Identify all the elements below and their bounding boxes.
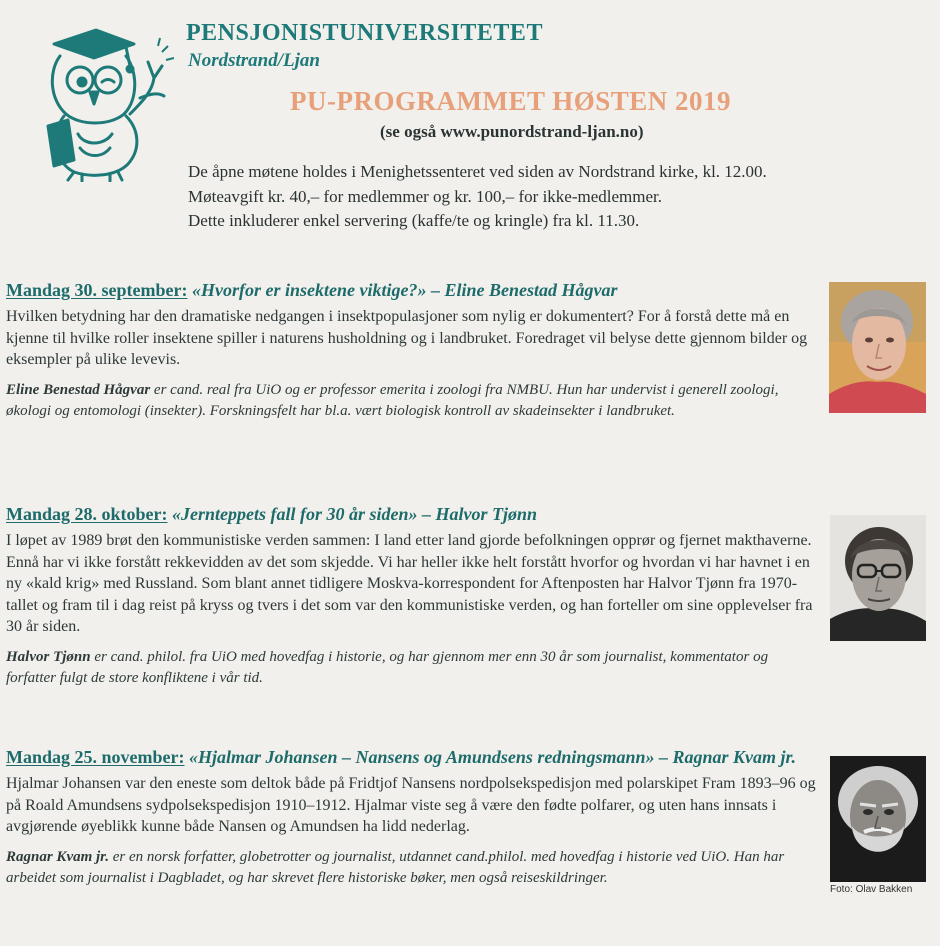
event-september: [6, 278, 818, 422]
speaker-bio: [6, 380, 818, 422]
owl-mascot-icon: [34, 22, 174, 182]
event-heading: [6, 745, 818, 769]
website-reference: (se også www.punordstrand-ljan.no): [380, 122, 644, 141]
speaker-photo-kvam: [830, 756, 926, 882]
event-description: I løpet av 1989 brøt den kommunistiske verden sammen: I land etter land gjorde befolkningen opprør og fjernet makthaverne. Ennå har vi ikke forstått rekkevidden av det som skjedde. Vi har heller ikke helt forstått hvorfor og hvordan vi har havnet i en ny «kald krig» med Russland. Som blant annet tidligere Moskva-korrespondent for Aftenposten har Halvor Tjønn fra 1970-tallet og fram til i dag reist på kryss og tvers i det som var den kommunistiske verden, og han forteller om sine opplevelser fra 30 år siden.: [6, 532, 813, 635]
photo-credit: Foto: Olav Bakken: [830, 884, 913, 895]
event-heading: [6, 278, 818, 302]
speaker-bio-text: er cand. philol. fra UiO med hovedfag i historie, og har gjennom mer enn 30 år som journalist, kommentator og forfatter fulgt de store konfliktene i vår tid.: [6, 648, 769, 686]
event-october: [6, 502, 818, 689]
speaker-name: Ragnar Kvam jr.: [6, 848, 109, 865]
org-name: PENSJONISTUNIVERSITETET: [186, 20, 543, 46]
event-talk-title: «Hjalmar Johansen – Nansens og Amundsens redningsmann» – Ragnar Kvam jr.: [189, 747, 796, 767]
speaker-name: Eline Benestad Hågvar: [6, 381, 151, 398]
speaker-bio: [6, 647, 818, 689]
intro-line: Møteavgift kr. 40,– for medlemmer og kr. 100,– for ikke-medlemmer.: [188, 186, 662, 206]
speaker-bio-text: er cand. real fra UiO og er professor emerita i zoologi fra NMBU. Hun har undervist i generell zoologi, økologi og entomologi (insekter). Forskningsfelt har bl.a. vært biologisk kontroll av skadeinsekter i landbruket.: [6, 381, 779, 419]
event-date: Mandag 28. oktober:: [6, 504, 168, 524]
event-description: Hvilken betydning har den dramatiske nedgangen i insektpopulasjoner som nylig er dokumentert? For å forstå dette må en kjenne til hvilke roller insektene spiller i naturens husholdning og i landbruket. Foredraget vil belyse dette gjennom bilder og eksempler på ulike levevis.: [6, 308, 808, 368]
event-talk-title: «Hvorfor er insektene viktige?» – Eline Benestad Hågvar: [191, 280, 618, 300]
speaker-bio: [6, 847, 818, 889]
event-date: Mandag 25. november:: [6, 747, 185, 767]
event-talk-title: «Jernteppets fall for 30 år siden» – Halvor Tjønn: [172, 504, 538, 524]
event-heading: [6, 502, 818, 526]
speaker-name: Halvor Tjønn: [6, 648, 91, 665]
speaker-bio-text: er en norsk forfatter, globetrotter og journalist, utdannet cand.philol. med hovedfag i historie ved UiO. Han har arbeidet som journalist i Dagbladet, og har skrevet flere historiske bøker, men også reiseskildringer.: [6, 848, 785, 886]
intro-text: [188, 160, 928, 234]
speaker-photo-hagvar: [829, 282, 926, 413]
event-date: Mandag 30. september:: [6, 280, 188, 300]
intro-line: Dette inkluderer enkel servering (kaffe/te og kringle) fra kl. 11.30.: [188, 211, 640, 230]
intro-line: De åpne møtene holdes i Menighetssenteret ved siden av Nordstrand kirke, kl. 12.00.: [188, 162, 767, 181]
org-location: Nordstrand/Ljan: [188, 50, 320, 71]
speaker-photo-tjonn: [830, 515, 926, 641]
program-title: PU-PROGRAMMET HØSTEN 2019: [290, 86, 732, 116]
event-november: [6, 745, 818, 889]
event-description: Hjalmar Johansen var den eneste som deltok både på Fridtjof Nansens nordpolsekspedisjon med polarskipet Fram 1893–96 og på Roald Amundsens sydpolsekspedisjon 1910–1912. Hjalmar viste seg å være den fødte polfarer, og uten hans innsats i avgjørende øyeblikk kunne både Nansen og Amundsen ha lidd nederlag.: [6, 775, 816, 835]
